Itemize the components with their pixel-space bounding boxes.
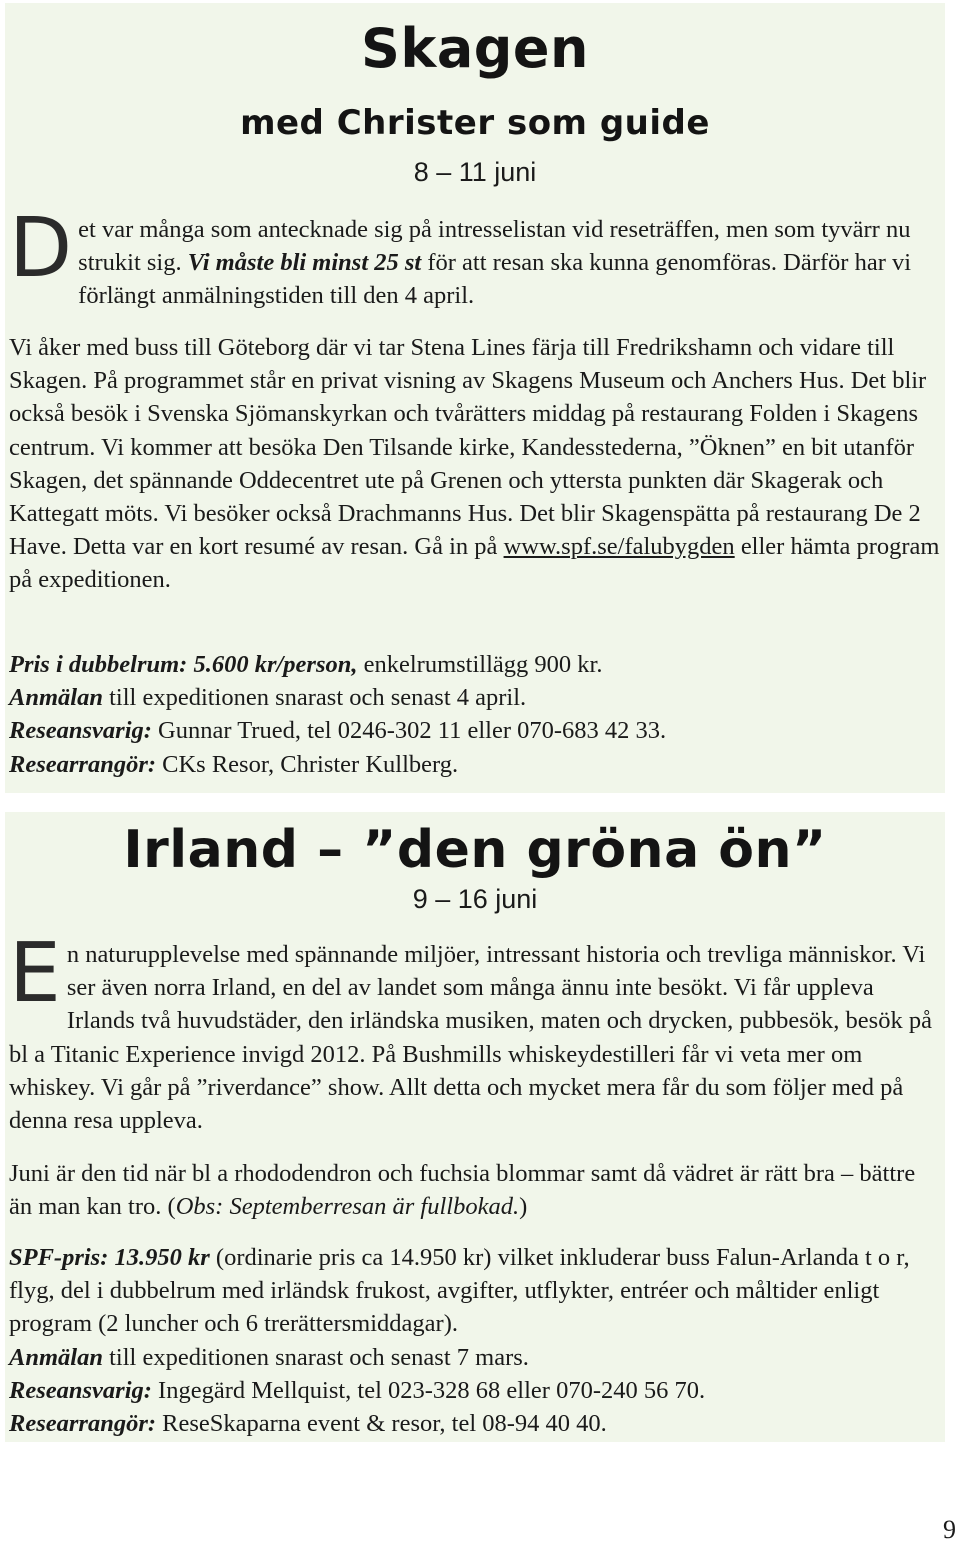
body-text: Vi åker med buss till Göteborg där vi tar Stena Lines färja till Fredrikshamn och vidare till Skagen. På programmet står en privat visning av Skagens Museum och Anchers Hus. Det blir också besök i Svenska Sjömanskyrkan och tvårätters middag på restaurang Folden i Skagens centrum. Vi kommer att besöka Den Tilsande kirke, Kandesstederna, ”Öknen” en bit utanför Skagen, det spännande Oddecentret ute på Grenen och yttersta punkten där Skagerak och Kattegatt möts. Vi besöker också Drachmanns Hus. Det blir Skagenspätta på restaurang De 2 Have. Detta var en kort resumé av resan. Gå in på <box>9 334 927 561</box>
organizer-line <box>9 1407 941 1440</box>
organizer-line <box>9 748 941 781</box>
page-number: 9 <box>943 1515 956 1544</box>
signup-text: till expeditionen snarast och senast 7 mars. <box>102 1343 529 1371</box>
price-text: (ordinarie pris ca 14.950 kr) vilket inkluderar buss Falun-Arlanda t o r, flyg, del i dubbelrum med irländsk frukost, avgifter, utflykter, entréer och måltider enligt program (2 luncher och 6 trerättersmiddagar). <box>9 1244 910 1338</box>
signup-line <box>9 681 941 714</box>
intro-text-2: för att resan ska kunna genomföras. Därför har vi förlängt anmälningstiden till den 4 april. <box>78 249 912 310</box>
signup-label: Anmälan <box>9 684 103 712</box>
irland-intro-text: n naturupplevelse med spännande miljöer, intressant historia och trevliga människor. Vi ser även norra Irland, en del av landet som många ännu inte besökt. Vi får uppleva Irlands två huvudstäder, den irländska musiken, maten och drycken, pubbesök, besök på bl a Titanic Experience invigd 2012. På Bushmills whiskeydestilleri får vi veta mer om whiskey. Vi går på ”riverdance” show. Allt detta och mycket mera får du som följer med på denna resa uppleva. <box>9 941 932 1135</box>
dropcap-e: E <box>9 926 61 1021</box>
price-label: SPF-pris: 13.950 kr <box>9 1244 210 1271</box>
organizer-label: Researrangör: <box>9 1410 157 1438</box>
intro-emphasis: Vi måste bli minst 25 st <box>187 249 422 277</box>
signup-line <box>9 1341 941 1374</box>
skagen-body-paragraph <box>9 331 941 597</box>
body-after-link: eller hämta program på expeditionen. <box>9 533 940 594</box>
season-note: Obs: Septemberresan är fullbokad. <box>175 1193 520 1221</box>
signup-text: till expeditionen snarast och senast 4 april. <box>102 684 527 712</box>
irland-title: Irland – ”den gröna ön” <box>123 820 827 880</box>
organizer-text: ReseSkaparna event & resor, tel 08-94 40 40. <box>156 1410 607 1438</box>
intro-text-1: et var många som antecknade sig på intresselistan vid reseträffen, men som tyvärr nu strukit sig. <box>78 216 911 277</box>
skagen-subtitle: med Christer som guide <box>240 103 710 143</box>
season-close: ) <box>519 1193 528 1221</box>
price-line <box>9 1241 941 1341</box>
irland-season-paragraph <box>9 1157 941 1223</box>
responsible-text: Ingegärd Mellquist, tel 023-328 68 eller 070-240 56 70. <box>151 1376 706 1404</box>
spf-website-link[interactable]: www.spf.se/falubygden <box>503 533 735 561</box>
price-label: Pris i dubbelrum: 5.600 kr/person, <box>9 651 358 678</box>
skagen-facts <box>9 648 941 781</box>
responsible-label: Reseansvarig: <box>9 1376 152 1404</box>
irland-facts <box>9 1241 941 1440</box>
price-text: enkelrumstillägg 900 kr. <box>357 651 603 678</box>
responsible-line <box>9 1374 941 1407</box>
organizer-label: Researrangör: <box>9 750 157 778</box>
irland-intro-paragraph <box>9 926 941 1137</box>
skagen-date: 8 – 11 juni <box>413 157 537 187</box>
skagen-article <box>5 3 945 793</box>
season-text: Juni är den tid när bl a rhododendron och fuchsia blommar samt då vädret är rätt bra – bättre än man kan tro. ( <box>9 1160 916 1221</box>
skagen-intro-paragraph <box>9 201 941 313</box>
irland-article <box>5 812 945 1442</box>
skagen-title: Skagen <box>361 17 589 80</box>
dropcap-d: D <box>9 201 73 296</box>
organizer-text: CKs Resor, Christer Kullberg. <box>156 750 459 778</box>
responsible-label: Reseansvarig: <box>9 717 152 745</box>
signup-label: Anmälan <box>9 1343 103 1371</box>
irland-date: 9 – 16 juni <box>412 884 538 914</box>
responsible-line <box>9 714 941 747</box>
price-line <box>9 648 941 681</box>
responsible-text: Gunnar Trued, tel 0246-302 11 eller 070-683 42 33. <box>151 717 667 745</box>
